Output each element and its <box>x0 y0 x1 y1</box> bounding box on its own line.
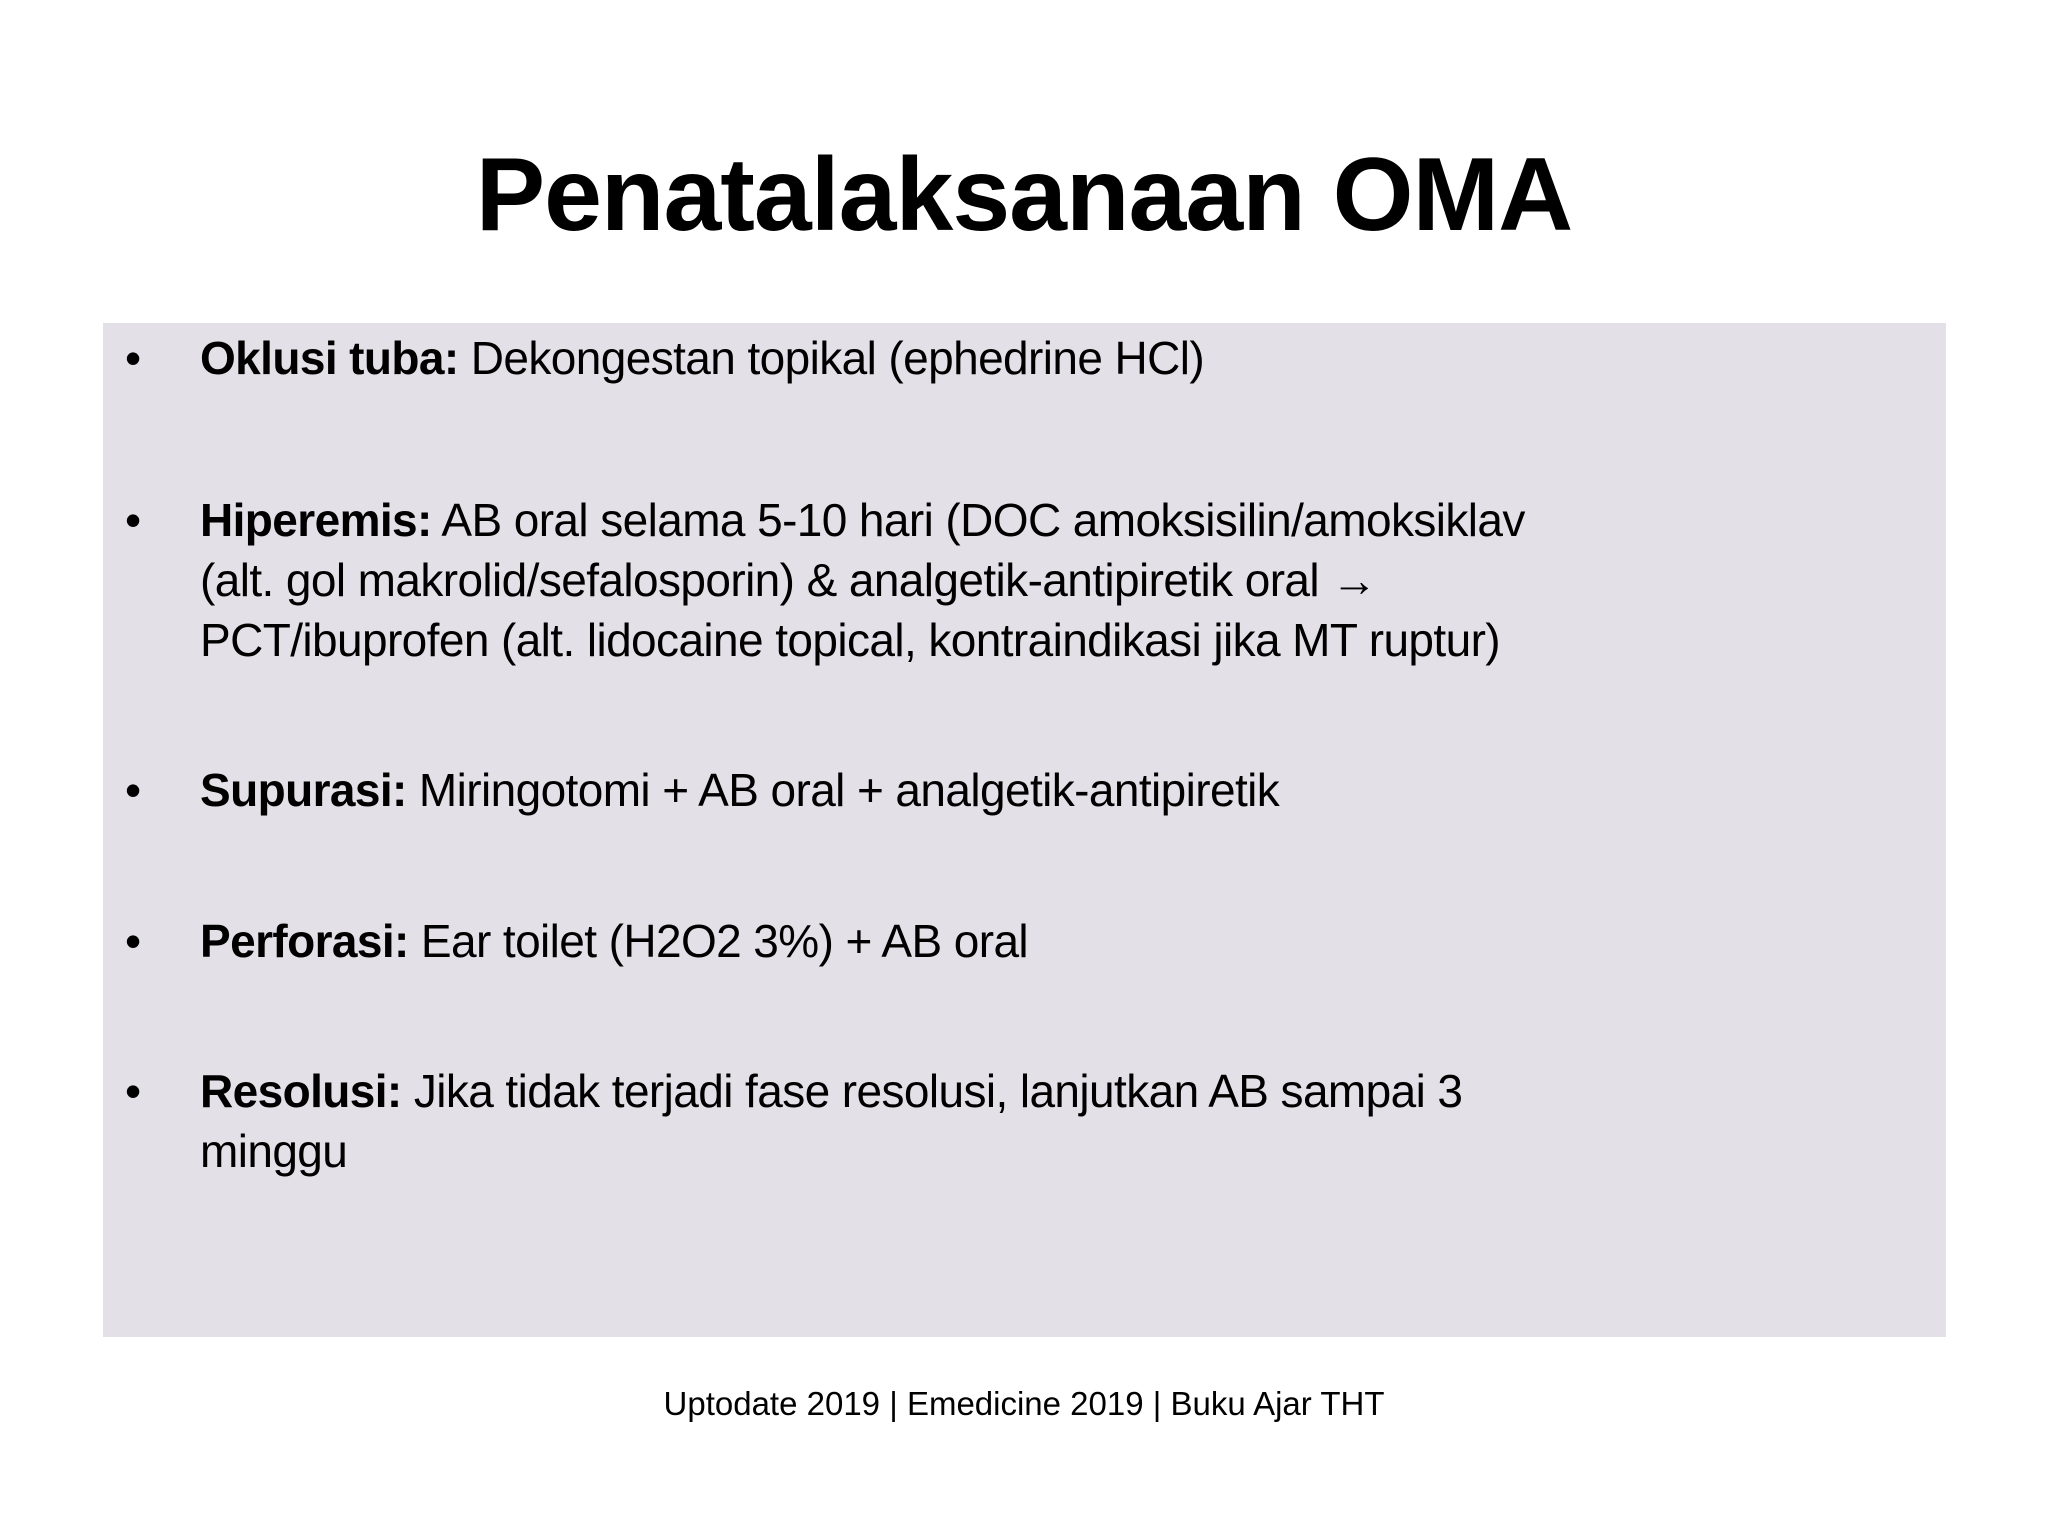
content-box <box>103 323 1946 1337</box>
bullet-icon: • <box>125 764 142 816</box>
bullet-text: Jika tidak terjadi fase resolusi, lanjutkan AB sampai 3 <box>401 1065 1463 1117</box>
bullet-icon: • <box>125 332 142 384</box>
bullet-text: Ear toilet (H2O2 3%) + AB oral <box>408 915 1029 967</box>
bullet-text: Dekongestan topikal (ephedrine HCl) <box>458 332 1205 384</box>
references-footer: Uptodate 2019 | Emedicine 2019 | Buku Ajar THT <box>663 1385 1385 1422</box>
bullet-text: AB oral selama 5-10 hari (DOC amoksisilin/amoksiklav <box>431 494 1525 546</box>
bullet-text: minggu <box>200 1125 348 1177</box>
bullet-text: PCT/ibuprofen (alt. lidocaine topical, kontraindikasi jika MT ruptur) <box>200 614 1501 666</box>
bullet-label: Resolusi: <box>200 1065 402 1117</box>
bullet-label: Perforasi: <box>200 915 409 967</box>
bullet-text: (alt. gol makrolid/sefalosporin) & analgetik-antipiretik oral → <box>200 554 1377 606</box>
bullet-icon: • <box>125 494 142 546</box>
bullet-label: Oklusi tuba: <box>200 332 459 384</box>
bullet-label: Supurasi: <box>200 764 407 816</box>
slide-title: Penatalaksanaan OMA <box>475 137 1573 253</box>
bullet-icon: • <box>125 915 142 967</box>
bullet-text: Miringotomi + AB oral + analgetik-antipiretik <box>406 764 1280 816</box>
bullet-icon: • <box>125 1065 142 1117</box>
bullet-label: Hiperemis: <box>200 494 432 546</box>
